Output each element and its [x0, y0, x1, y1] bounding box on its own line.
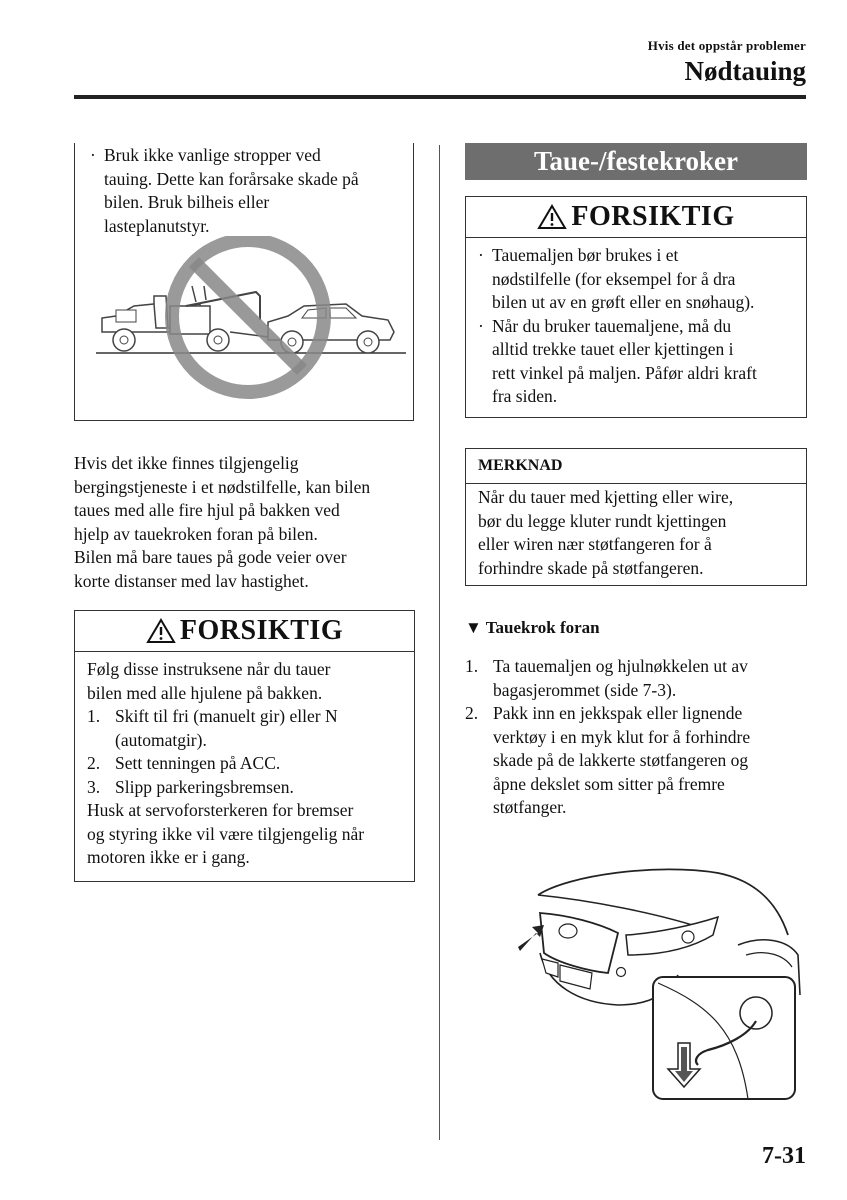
caution-body [466, 238, 806, 415]
car-front-hook-illustration [508, 855, 808, 1105]
paragraph-line: Hvis det ikke finnes tilgjengelig [74, 453, 299, 473]
tow-warning-text [90, 144, 406, 238]
warning-triangle-icon [537, 204, 567, 230]
warning-line: bilen. Bruk bilheis eller [104, 192, 270, 212]
paragraph-line: korte distanser med lav hastighet. [74, 570, 309, 591]
chapter-title: Hvis det oppstår problemer [647, 38, 806, 53]
caution-heading [466, 197, 806, 238]
paragraph-line: Bilen må bare taues på gode veier over [74, 547, 347, 567]
caution-bullet: · Tauemaljen bør brukes i et nødstilfelle (for eksempel for å dra bilen ut av en grøft eller en snøhaug). [478, 245, 755, 312]
column-divider [439, 145, 440, 1140]
tow-hook-cover-inset [653, 977, 795, 1099]
caution-line: bilen med alle hjulene på bakken. [87, 682, 323, 703]
towing-paragraph [74, 452, 419, 593]
caution-title: FORSIKTIG [179, 615, 344, 646]
front-hook-steps [465, 655, 807, 820]
warning-bullet: · Bruk ikke vanlige stropper ved tauing. Dette kan forårsake skade på bilen. Bruk bilheis eller lasteplanutstyr. [90, 145, 359, 236]
caution-box-right [465, 196, 807, 418]
warning-line: Bruk ikke vanlige stropper ved [104, 145, 321, 165]
paragraph-line: taues med alle fire hjul på bakken ved [74, 500, 340, 520]
note-body: Når du tauer med kjetting eller wire, bør du legge kluter rundt kjettingen eller wiren nær støtfangeren for å forhindre skade på støtfangeren. [478, 487, 734, 578]
caution-heading [75, 611, 414, 652]
page-number: 7-31 [762, 1143, 806, 1169]
warning-line: lasteplanutstyr. [104, 215, 210, 236]
caution-line: Følg disse instruksene når du tauer [87, 659, 331, 679]
caution-step: 2. Sett tenningen på ACC. [87, 753, 281, 773]
note-title: MERKNAD [466, 449, 806, 484]
caution-bullet: · Når du bruker tauemaljene, må du alltid trekke tauet eller kjettingen i rett vinkel på maljen. Påfør aldri kraft fra siden. [478, 315, 757, 406]
paragraph-line: hjelp av tauekroken foran på bilen. [74, 523, 318, 544]
caution-step: 3. Slipp parkeringsbremsen. [87, 776, 294, 797]
page-title: Nødtauing [684, 56, 806, 86]
caution-line: motoren ikke er i gang. [87, 847, 250, 867]
front-hook-subheading: ▼ Tauekrok foran [465, 618, 600, 637]
step-item: 2. Pakk inn en jekkspak eller lignende verktøy i en myk klut for å forhindre skade på de lakkerte støtfangeren og åpne dekslet som sitter på fremre støtfanger. [465, 703, 751, 817]
step-item: 1. Ta tauemaljen og hjulnøkkelen ut av bagasjerommet (side 7-3). [465, 656, 748, 700]
caution-step: 1. Skift til fri (manuelt gir) eller N (automatgir). [87, 706, 338, 750]
caution-title: FORSIKTIG [571, 201, 735, 232]
warning-triangle-icon [146, 618, 176, 644]
tow-truck-prohibited-illustration [96, 236, 406, 406]
header-rule [74, 95, 806, 99]
caution-body [75, 652, 414, 876]
caution-box-left [74, 610, 415, 882]
paragraph-line: bergingstjeneste i et nødstilfelle, kan bilen [74, 476, 371, 497]
caution-line: Husk at servoforsterkeren for bremser [87, 800, 354, 820]
caution-line: og styring ikke vil være tilgjengelig når [87, 823, 365, 844]
note-box [465, 448, 807, 586]
section-title: Taue-/festekroker [465, 143, 807, 180]
warning-line: tauing. Dette kan forårsake skade på [104, 168, 359, 189]
